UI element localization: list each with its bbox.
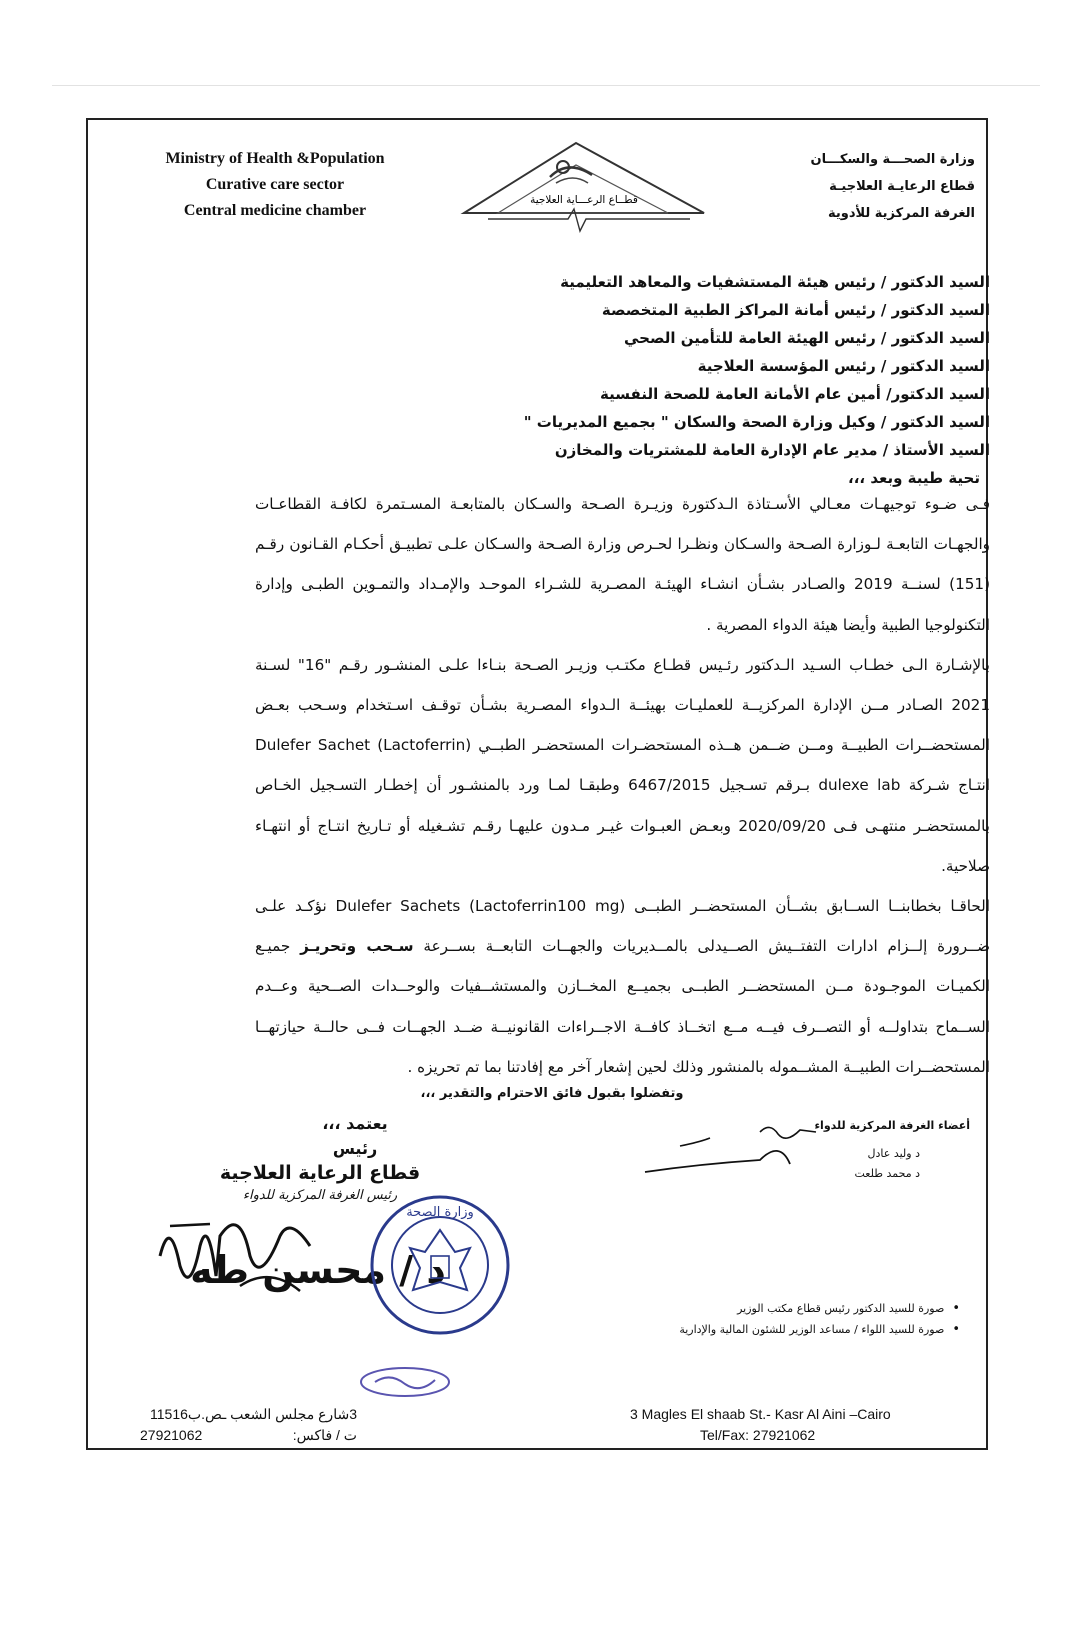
recipient-line: السيد الأستاذ / مدير عام الإدارة العامة للمشتريات والمخازن [554,441,990,459]
seal-text: وزارة الصحة [406,1205,474,1220]
approval-label: يعتمد ،،، [322,1114,388,1133]
header-ar-line: قطاع الرعايـة العلاجيـة [829,179,975,194]
recipient-line: السيد الدكتور / رئيس هيئة المستشفيات والمعاهد التعليمية [560,273,990,291]
signatory-name: د / محسن طه [190,1248,446,1292]
header-en-line: Central medicine chamber [183,202,367,219]
member-signatures [640,1120,830,1180]
official-seal [365,1190,515,1340]
copy-item [560,1298,960,1319]
recipient-line: السيد الدكتور / وكيل وزارة الصحة والسكان " بجميع المديريات " [523,413,990,431]
body-paragraph: بالإشـارة الـى خطـاب السـيد الـدكتور رئـيس قطـاع مكتـب وزيـر الصـحة بنـاءا علـى المنشـور رقـم "16" لسـنة 2021 الصـادر مــن الإدارة المركزيــة للعمليـات بهيئــة الـدواء المصـرية بشـأن توقـف اسـتخدام وسـحب بعـض المستحضــرات الطبيــة ومــن ضــمن هــذه المستحضـرات المستحضـر الطبــي (Dulefer Sachet (Lactoferrin انتـاج شـركة dulexe lab بـرقم تسـجيل 6467/2015 وطبقـا لمـا ورد بالمنشـور أن إخطـار التسـجيل الخـاص بالمستحضـر منتهـى فـى 2020/09/20 وبعـض العبـوات غيـر مـدون عليهـا رقـم تشـغيله أو تـاريخ انتـاج أو انتهـاء صلاحية. [255,655,990,875]
recipients-list [520,268,990,492]
footer-arabic [112,1404,357,1446]
header-en-line: Curative care sector [205,176,345,193]
letter-body [255,484,990,1087]
members-title: أعضاء الغرفة المركزية للدواء [814,1119,970,1132]
footer-ar-address: 3شارع مجلس الشعب ـص.ب11516 [150,1406,357,1422]
sector-title: قطاع الرعاية العلاجية [219,1162,421,1184]
footer-ar-phone-row [112,1425,357,1446]
member-name: د محمد طلعت [854,1167,920,1180]
stamp-mark [355,1362,455,1402]
body-paragraph: فـى ضـوء توجيهـات معـالي الأسـتاذة الـدكتورة وزيـرة الصـحة والسـكان بالمتابعـة المسـتمرة لكافـة القطاعـات والجهـات التابعـة لـوزارة الصـحة والسـكان ونظـرا لحـرص وزارة الصـحة والسـكان علـى تطبيـق أحكـام القـانون رقـم (151) لسنــة 2019 والصـادر بشـأن انشـاء الهيئـة المصـرية للشـراء الموحـد والإمـداد والتمـوين الطبـى وإدارة التكنولوجيا الطبية وأيضا هيئة الدواء المصرية . [255,495,990,634]
footer-en-phone: Tel/Fax: 27921062 [700,1427,816,1443]
footer-en-address: 3 Magles El shaab St.- Kasr Al Aini –Cairo [630,1406,891,1422]
header-arabic [790,146,975,227]
bullet-icon: • [952,1301,960,1316]
header-ar-line: وزارة الصحـــة والسكـــان [810,152,975,167]
recipient-line: السيد الدكتور / رئيس المؤسسة العلاجية [697,357,990,375]
recipient-line: السيد الدكتور/ أمين عام الأمانة العامة للصحة النفسية [600,385,990,403]
footer-english [630,1404,960,1446]
footer-ar-phone-label: ت / فاكس: [292,1427,357,1443]
closing-line: وتفضلوا بقبول فائق الاحترام والتقدير ،،، [420,1086,684,1101]
copy-text: صورة للسيد الدكتور رئيس قطاع مكتب الوزير [737,1302,945,1315]
greeting: تحية طيبة وبعد ،،، [848,469,980,487]
copies-list [560,1298,960,1340]
body-paragraph [255,886,990,1087]
copy-item [560,1319,960,1340]
header-en-line: Ministry of Health &Population [165,150,385,167]
header-ar-line: الغرفة المركزية للأدوية [827,206,975,221]
footer-ar-phone: 27921062 [140,1427,203,1443]
copy-text: صورة للسيد اللواء / مساعد الوزير للشئون المالية والإدارية [679,1323,945,1336]
recipient-line: السيد الدكتور / رئيس الهيئة العامة للتأمين الصحي [623,329,990,347]
header-english [140,146,410,224]
body-emphasis: سـحب وتحريـز [300,937,414,956]
logo-text: قطــاع الرعـــاية العلاجية [530,194,638,206]
body-text-span: جميـع الكميـات الموجـودة مــن المستحضــر الطبــى بجميــع المخــازن والمستشــفيات والوحــدات الصــحية وعــدم الســماح بتداولــه أو التصــرف فيــه مــع اتخــاذ كافــة الاجــراءات القانونيــة ضــد الجهــات فــى حالــة حيازتهــا المستحضــرات الطبيــة المشــموله بالمنشور وذلك لحين إشعار آخر مع إفادتنا بما تم تحريزه . [255,937,990,1076]
chamber-title: رئيس الغرفة المركزية للدواء [242,1188,398,1203]
bullet-icon: • [952,1322,960,1337]
recipient-line: السيد الدكتور / رئيس أمانة المراكز الطبية المتخصصة [601,301,990,319]
ministry-logo [458,137,710,237]
member-name: د وليد عادل [867,1147,920,1160]
head-title: رئيس [332,1139,378,1158]
body-text-span: الحاقـا بخطابنــا الســابق بشــأن المستحضــر الطبــى (Dulefer Sachets (Lactoferrin100 mg نؤكـد علـى ضــرورة إلــزام ادارات التفتــيش الصــيدلى بالمــديريات والجهــات التابعــة بســرعة [255,897,990,956]
scan-edge-line [52,85,1040,86]
